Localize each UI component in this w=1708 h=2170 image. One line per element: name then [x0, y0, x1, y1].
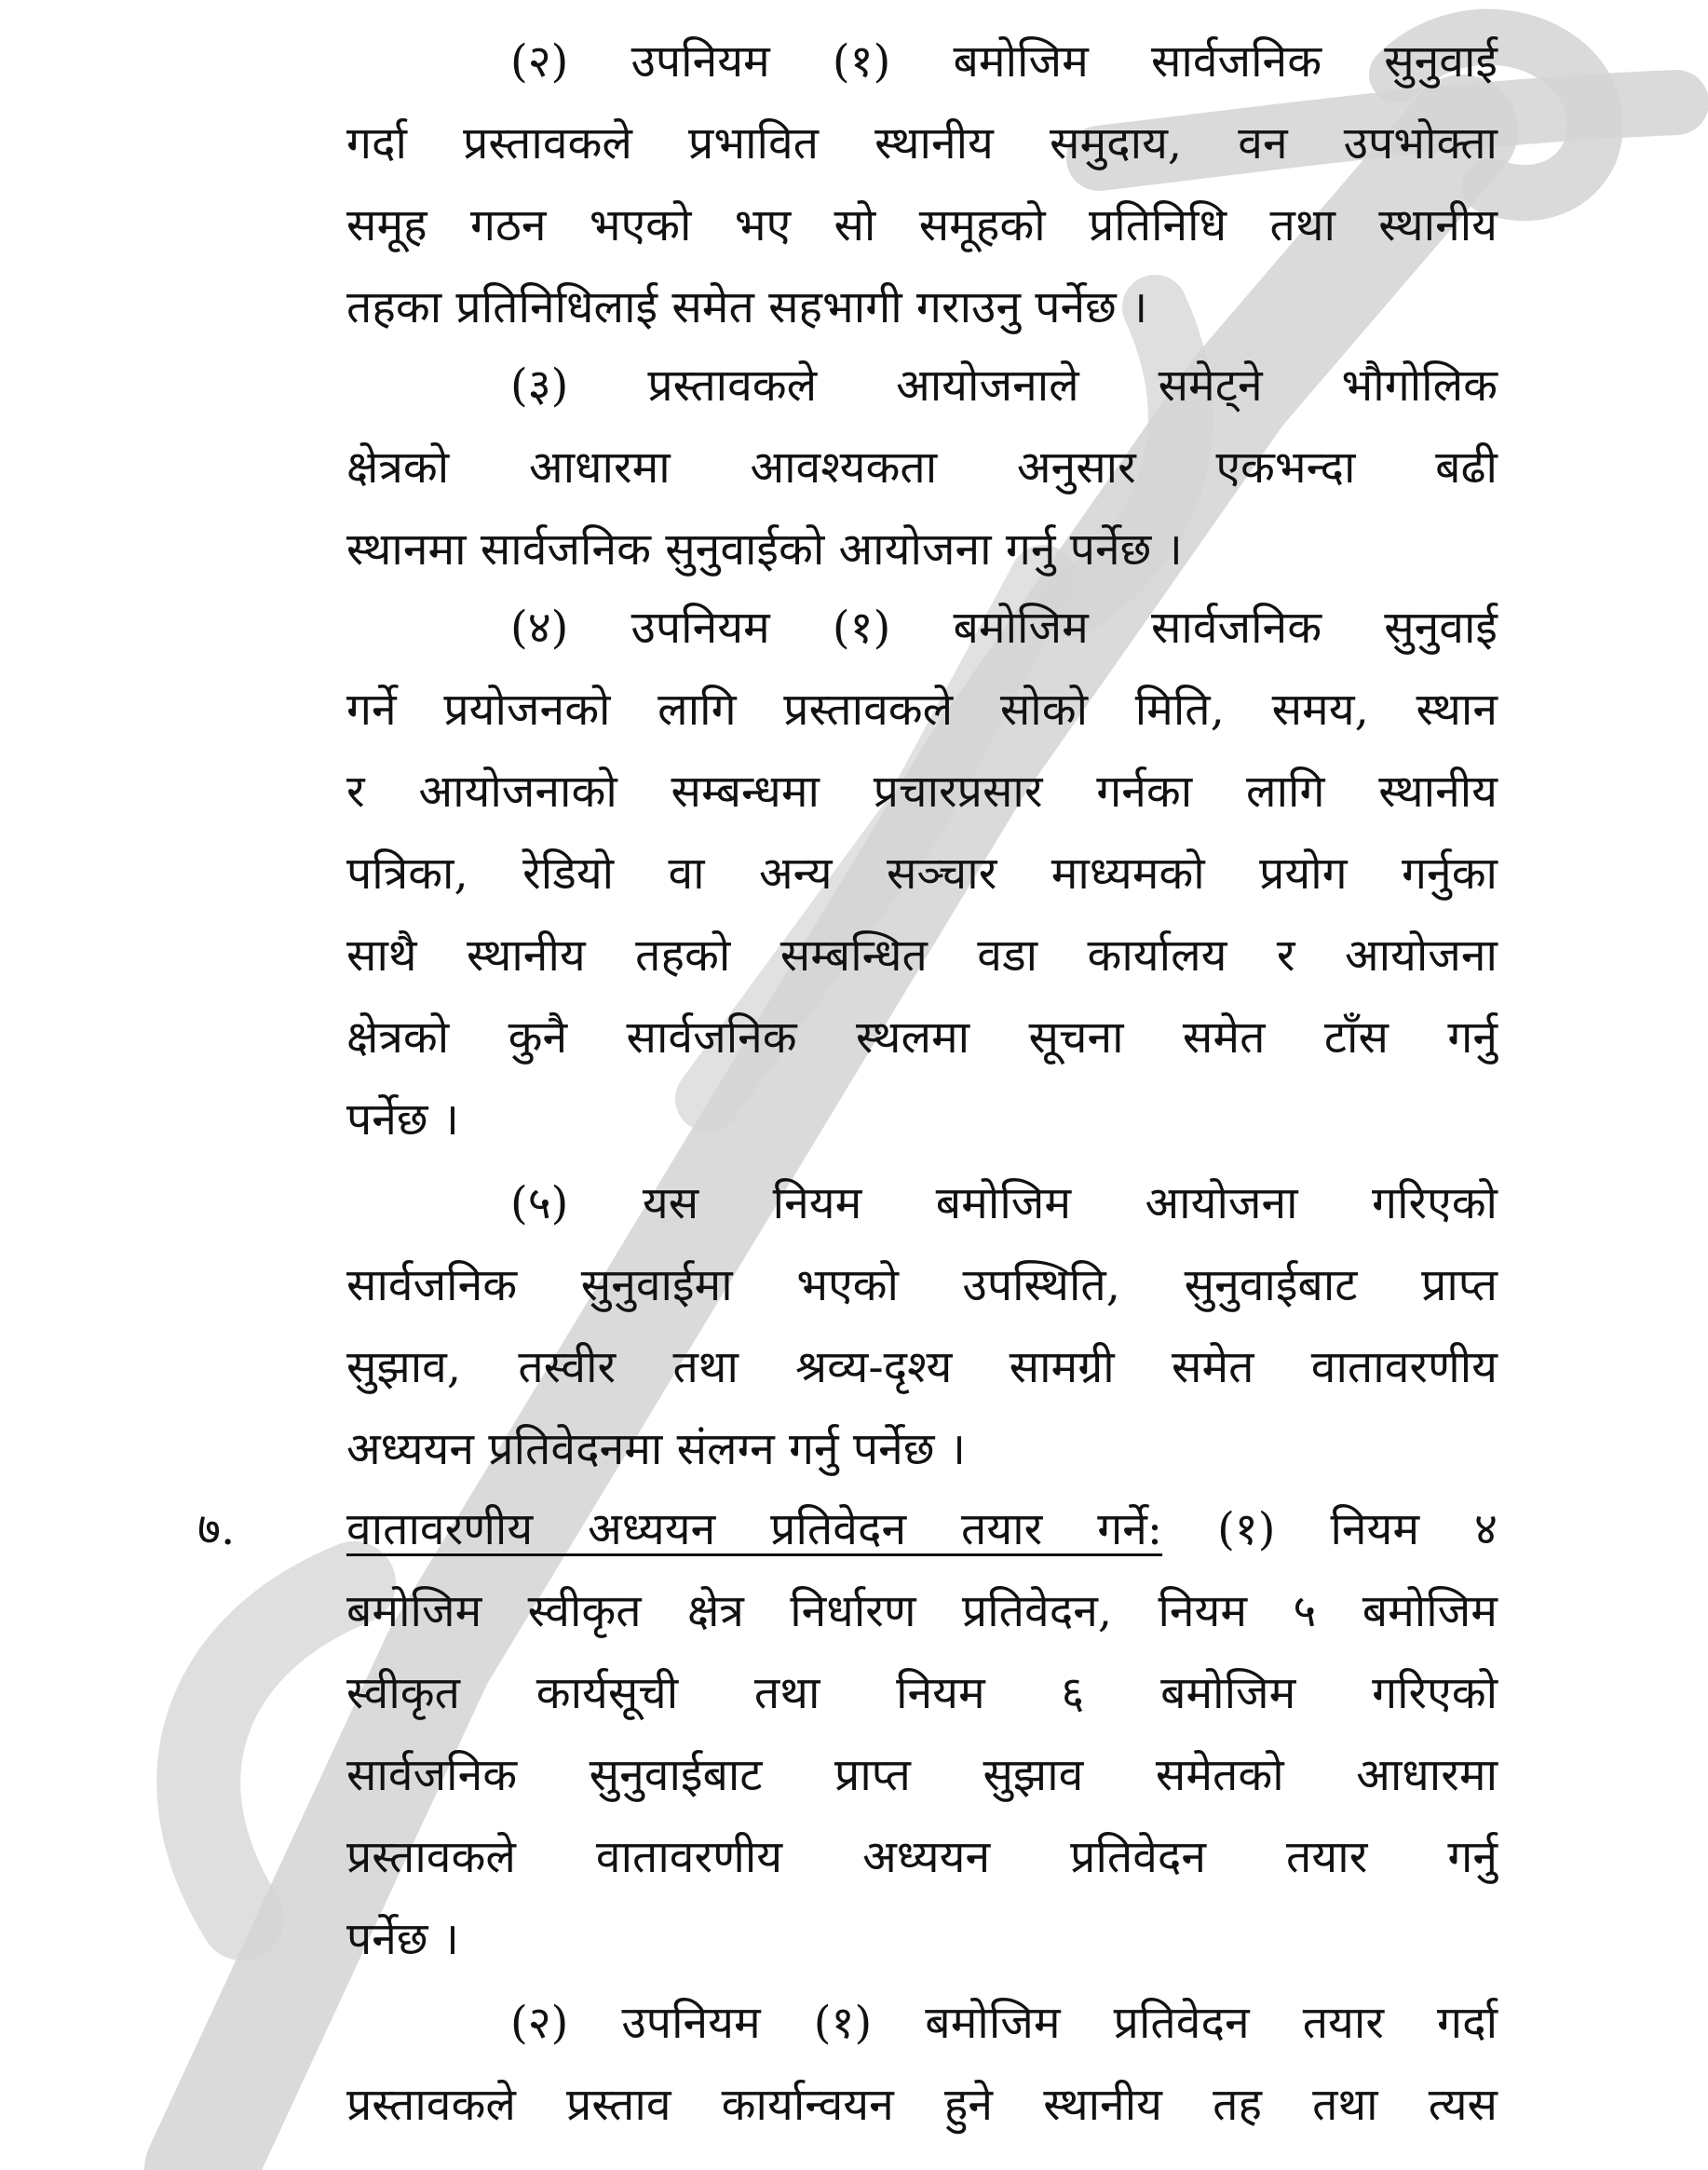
section-7-line-4: सार्वजनिक सुनुवाईबाट प्राप्त सुझाव समेतको आधारमा — [346, 1749, 1498, 1801]
section-7-first-line-rest: (१) नियम ४ — [1217, 1503, 1498, 1555]
paragraph-4-line-2: गर्ने प्रयोजनको लागि प्रस्तावकले सोको मिति, समय, स्थान — [346, 684, 1498, 736]
paragraph-4-line-1: (४) उपनियम (१) बमोजिम सार्वजनिक सुनुवाई — [510, 602, 1498, 654]
paragraph-2-line-1: (२) उपनियम (१) बमोजिम सार्वजनिक सुनुवाई — [510, 35, 1498, 88]
section-7-line-5: प्रस्तावकले वातावरणीय अध्ययन प्रतिवेदन तयार गर्नु — [346, 1831, 1498, 1883]
paragraph-4-line-4: पत्रिका, रेडियो वा अन्य सञ्चार माध्यमको प्रयोग गर्नुका — [346, 848, 1498, 900]
paragraph-4-line-6: क्षेत्रको कुनै सार्वजनिक स्थलमा सूचना समेत टाँस गर्नु — [346, 1011, 1498, 1064]
paragraph-3-line-3: स्थानमा सार्वजनिक सुनुवाईको आयोजना गर्नु पर्नेछ । — [346, 523, 1183, 576]
section-7-sub-2-line-2: प्रस्तावकले प्रस्ताव कार्यान्वयन हुने स्थानीय तह तथा त्यस — [346, 2079, 1498, 2131]
section-7-line-2: बमोजिम स्वीकृत क्षेत्र निर्धारण प्रतिवेदन, नियम ५ बमोजिम — [346, 1585, 1498, 1637]
paragraph-2-line-4: तहका प्रतिनिधिलाई समेत सहभागी गराउनु पर्नेछ । — [346, 281, 1148, 333]
paragraph-2-line-3: समूह गठन भएको भए सो समूहको प्रतिनिधि तथा स्थानीय — [346, 199, 1498, 251]
paragraph-5-line-3: सुझाव, तस्वीर तथा श्रव्य-दृश्य सामग्री समेत वातावरणीय — [346, 1341, 1498, 1393]
section-heading: वातावरणीय अध्ययन प्रतिवेदन तयार गर्ने: — [346, 1503, 1163, 1555]
paragraph-2-line-2: गर्दा प्रस्तावकले प्रभावित स्थानीय समुदाय, वन उपभोक्ता — [346, 117, 1498, 170]
paragraph-4-line-3: र आयोजनाको सम्बन्धमा प्रचारप्रसार गर्नका लागि स्थानीय — [346, 766, 1498, 818]
section-number: ७. — [197, 1503, 236, 1555]
section-7-line-1 — [346, 1501, 1498, 1559]
paragraph-5-line-4: अध्ययन प्रतिवेदनमा संलग्न गर्नु पर्नेछ । — [346, 1423, 966, 1475]
section-7-line-3: स्वीकृत कार्यसूची तथा नियम ६ बमोजिम गरिएको — [346, 1667, 1498, 1719]
paragraph-4-line-5: साथै स्थानीय तहको सम्बन्धित वडा कार्यालय र आयोजना — [346, 929, 1498, 982]
section-7-line-6: पर्नेछ । — [346, 1913, 460, 1965]
paragraph-3-line-1: (३) प्रस्तावकले आयोजनाले समेट्ने भौगोलिक — [510, 359, 1498, 412]
paragraph-5-line-1: (५) यस नियम बमोजिम आयोजना गरिएको — [510, 1177, 1498, 1229]
paragraph-3-line-2: क्षेत्रको आधारमा आवश्यकता अनुसार एकभन्दा बढी — [346, 441, 1498, 494]
paragraph-4-line-7: पर्नेछ । — [346, 1093, 460, 1146]
section-7-sub-2-line-1: (२) उपनियम (१) बमोजिम प्रतिवेदन तयार गर्दा — [510, 1997, 1498, 2049]
paragraph-5-line-2: सार्वजनिक सुनुवाईमा भएको उपस्थिति, सुनुवाईबाट प्राप्त — [346, 1259, 1498, 1311]
